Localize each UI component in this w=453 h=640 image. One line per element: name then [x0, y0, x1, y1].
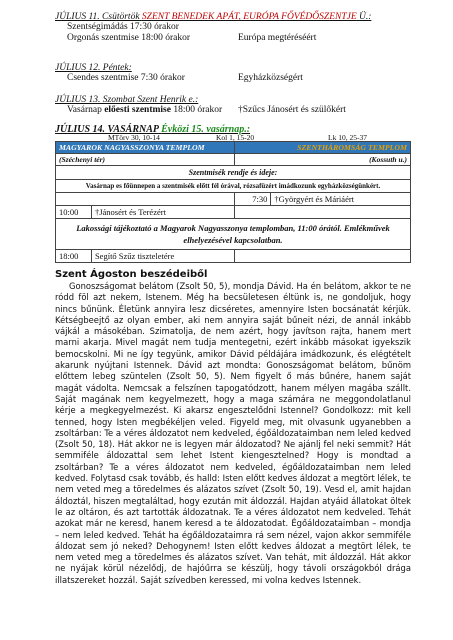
mass-bold: előesti szentmise [104, 105, 171, 115]
day-heading [55, 63, 413, 73]
church-header-row [56, 142, 411, 154]
day-entry-jul-13 [55, 95, 413, 116]
mass-intention: Egyházközségért [238, 73, 303, 83]
location-row [56, 154, 411, 166]
day-heading [55, 12, 413, 22]
schedule-row [56, 206, 411, 219]
church-2-name: SZENTHÁROMSÁG TEMPLOM [235, 142, 411, 154]
schedule-row [56, 193, 411, 206]
reading-1: MTörv 30, 10-14 [108, 133, 160, 142]
sunday-title: JÚLIUS 14. VASÁRNAP [55, 124, 159, 135]
announcement: Lakossági tájékoztató a Magyarok Nagyasszonya templomban, 11:00 órától. Emlékművek elhelyezésével kapcsolatban. [56, 219, 411, 250]
schedule-row [56, 250, 411, 263]
mass-time: Szentségimádás 17:30 órakor [67, 22, 179, 32]
masses-header-row [56, 166, 411, 180]
day-entry-jul-11 [55, 12, 413, 44]
church-2-location: (Kossuth u.) [235, 154, 411, 166]
reading-2: Kol 1, 15-20 [216, 133, 255, 142]
mass-time: 18:00 [56, 250, 92, 263]
day-date: JÚLIUS 13. Szombat Szent Henrik e.: [55, 95, 199, 105]
day-feast: SZENT BENEDEK APÁT, EURÓPA FŐVÉDŐSZENTJE [141, 12, 357, 22]
mass-time: 10:00 [56, 206, 92, 219]
masses-header: Szentmisék rendje és ideje: [56, 166, 411, 180]
mass-time: 7:30 [235, 193, 271, 206]
schedule-table [55, 141, 411, 263]
mass-intention: Európa megtéréséért [238, 33, 317, 43]
mass-time [67, 105, 222, 115]
church-1-name: MAGYAROK NAGYASSZONYA TEMPLOM [56, 142, 235, 154]
mass-intention: †Jánosért és Terézért [91, 206, 235, 219]
mass-time: Csendes szentmise 7:30 órakor [67, 73, 185, 83]
sunday-subtitle: Évközi 15. vasárnap.: [161, 124, 251, 135]
mass-time: Orgonás szentmise 18:00 órakor [67, 33, 191, 43]
day-suffix: Ü.: [359, 12, 372, 22]
mass-prefix: Vasárnap [67, 105, 105, 115]
day-entry-jul-12 [55, 63, 413, 84]
reading-3: Lk 10, 25-37 [328, 133, 367, 142]
mass-suffix: 18:00 órakor [170, 105, 223, 115]
day-heading [55, 95, 413, 105]
day-date: JÚLIUS 12. Péntek: [55, 63, 132, 73]
day-date: JÚLIUS 11. Csütörtök [55, 12, 140, 22]
rosary-note: Vasárnap es főünnepen a szentmisék előtt fél órával, rózsafüzért imádkozunk egyházközségünkért. [56, 180, 411, 193]
mass-intention: Segítő Szűz tiszteletére [91, 250, 235, 263]
rosary-note-row [56, 180, 411, 193]
mass-intention: †Szűcs Jánosért és szülőkért [238, 105, 346, 115]
mass-intention: †Györgyért és Máriáért [271, 193, 411, 206]
church-1-location: (Széchenyi tér) [56, 154, 235, 166]
article [55, 269, 411, 586]
announcement-row [56, 219, 411, 250]
article-title: Szent Ágoston beszédeiből [55, 269, 208, 280]
article-body: Gonoszságomat belátom (Zsolt 50, 5), mondja Dávid. Ha én belátom, akkor te ne ródd föl azt nekem, Istenem. Még ha becsületesen éltünk is, ne gondoljuk, hogy nincs bűnünk. Életünk annyira lesz dicséretes, amennyire Isten bocsánatát kérjük. Kétségbeejtő az olyan ember, aki nem annyira saját bűneit nézi, de annál inkább vájkál a másokéban. Szimatolja, de nem azért, hogy javítson rajta, hanem mert marni akarja. Mivel magát nem tudja mentegetni, ezért inkább másokat igyekszik bemocskolni. Mi ne így tegyünk, amikor Dávid példájára imádkozunk, és elégtételt akarunk nyújtani Istennek. Dávid azt mondta: Gonoszságomat belátom, bűnöm előttem lebeg szüntelen (Zsolt 50, 5). Nem figyelt ő más bűnére, hanem saját magát vádolta. Nemcsak a felszínen tapogatódzott, hanem mélyen magába szállt. Saját magának nem kegyelmezett, hogy a maga számára ne meggondolatlanul kérje a megkegyelmezést. Ki akarsz engesztelődni Istennel? Gondolkozz: mit kell tenned, hogy Isten megbékéljen veled. Figyeld meg, mit olvasunk ugyanebben a zsoltárban: Te a véres áldozatot nem kedveled, égőáldozataimban nem leled kedved (Zsolt 50, 18). Hát akkor ne is legyen már áldozatod? Ne ajánlj fel neki semmit? Hát semmiféle áldozattal sem lehet Istent kiengesztelned? Hogy is mondtad a zsoltárban? Te a véres áldozatot nem kedveled, égőáldozataimban nem leled kedved. Folytasd csak tovább, és halld: Isten előtt kedves áldozat a megtört lélek, te nem veted meg a töredelmes és alázatos szívet (Zsolt 50, 19). Vesd el, amit hajdan áldoztál, hiszen megtaláltad, hogy ezután mit áldozzál. Hajdan atyáid állatokat öltek le az oltáron, és azt tartották áldozatnak. Te a véres áldozatot nem kedveled. Tehát azokat már ne keresd, hanem keresd a te áldozatodat. Égőáldozataimban – mondja – nem leled kedved. Tehát ha égőáldozataimra rá sem nézel, vajon akkor semmiféle áldozat sem jó neked? Dehogynem! Isten előtt kedves áldozat a megtört lélek, te nem veted meg a töredelmes és alázatos szívet. Van tehát, mit áldozzál. Hát akkor ne nyájak körül nézelődj, de hajóűrra se készülj, hogy távoli országokból drága illatszereket hozzál. Saját szívedben keressed, mi volna kedves Istennek. [55, 281, 411, 585]
